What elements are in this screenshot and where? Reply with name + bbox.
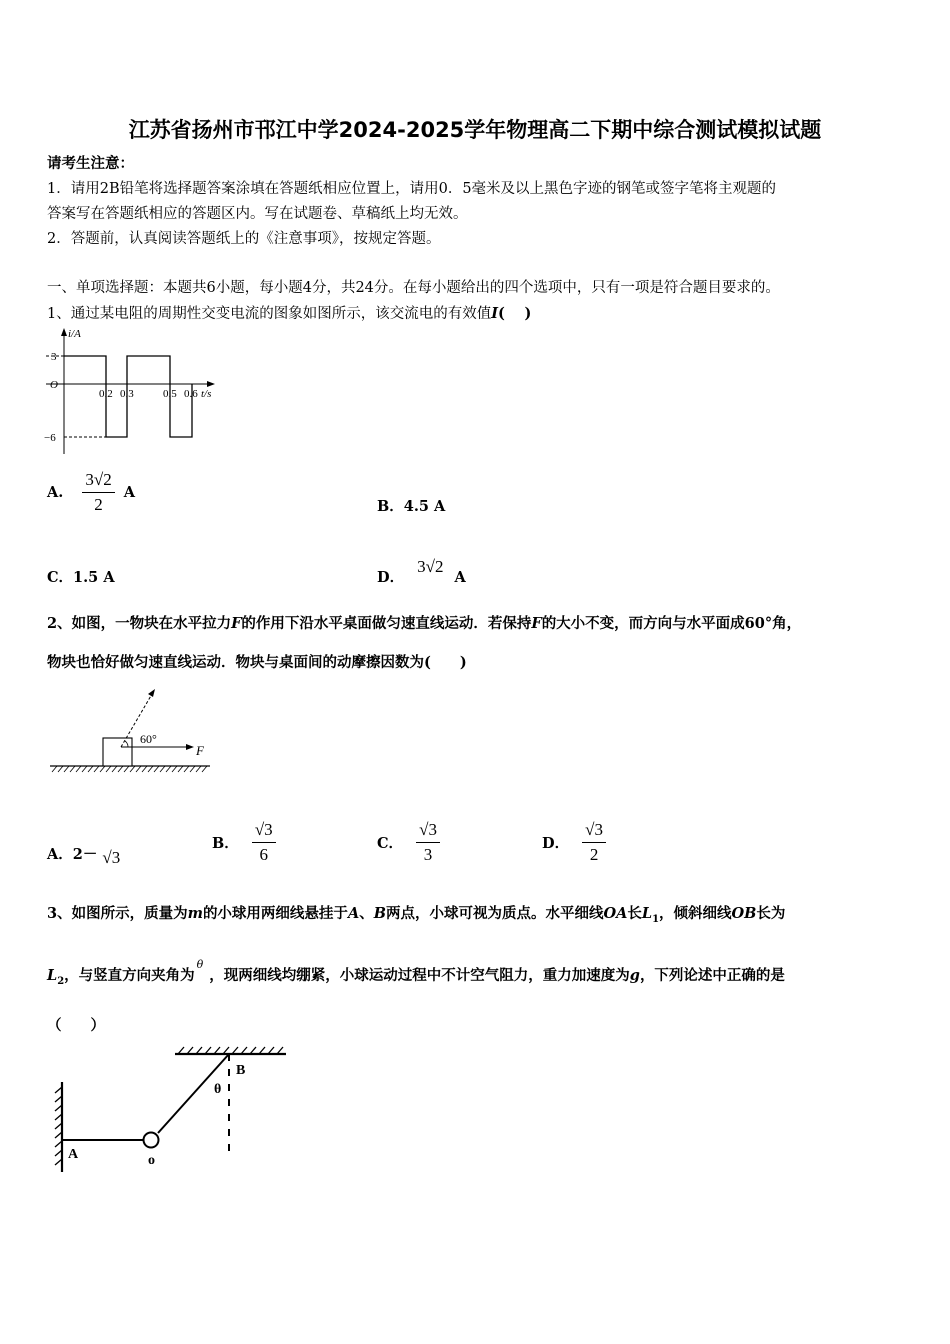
q3-var: L <box>641 905 653 922</box>
q1-option-d[interactable] <box>377 556 466 586</box>
q1-x-tick: 0.5 <box>163 388 177 400</box>
q3-text: ，现两细线均绷紧，小球运动过程中不计空气阻力，重力加速度为 <box>209 967 630 984</box>
q2-option-a-root: √3 <box>102 848 121 867</box>
q3-label-a: A <box>68 1147 79 1162</box>
q3-var: OA <box>603 905 628 922</box>
q3-ball <box>144 1133 159 1148</box>
q1-option-d-label: D． <box>377 569 405 586</box>
q3-var: m <box>187 905 203 922</box>
q1-stem-end: ( ) <box>498 305 532 322</box>
q1-option-d-value: 3√2 <box>417 557 444 576</box>
q1-current-graph <box>40 326 225 456</box>
q3-subscript: 1 <box>652 913 660 925</box>
q2-stem-line-2: 物块也恰好做匀速直线运动．物块与桌面间的动摩擦因数为( ) <box>47 654 467 671</box>
q2-angle-label: 60° <box>140 732 157 746</box>
notice-line-3: 2．答题前，认真阅读答题纸上的《注意事项》，按规定答题。 <box>47 231 441 247</box>
q2-ground-hatch <box>52 766 207 772</box>
q1-option-a-fraction <box>82 470 114 515</box>
q1-option-d-unit: A <box>454 569 466 586</box>
q2-option-a[interactable] <box>47 843 121 867</box>
q2-option-c-label: C． <box>377 835 404 852</box>
page-title: 江苏省扬州市邗江中学2024-2025学年物理高二下期中综合测试模拟试题 <box>128 118 822 142</box>
q2-option-a-label: A． <box>47 846 73 863</box>
notice-line-1: 1．请用2B铅笔将选择题答案涂填在答题纸相应位置上，请用0．5毫米及以上黑色字迹的钢笔或签字笔将主观题的 <box>47 181 777 197</box>
q1-y-label: i/A <box>68 328 81 340</box>
q1-y-tick: 3 <box>51 351 57 363</box>
q3-var: A <box>347 905 360 922</box>
q3-stem-line-1 <box>47 902 785 925</box>
q1-option-a-label: A. <box>47 484 64 501</box>
q2-option-d[interactable] <box>542 820 606 865</box>
q2-option-b-fraction <box>252 820 276 865</box>
q3-var: B <box>373 905 386 922</box>
q1-stem-text: 1、通过某电阻的周期性交变电流的图象如图所示，该交流电的有效值 <box>47 306 492 322</box>
q2-option-b-denominator: 6 <box>259 845 268 864</box>
q2-option-a-value: 2－ <box>72 846 98 863</box>
q2-option-b-numerator: √3 <box>252 820 276 843</box>
q3-text: 长 <box>627 905 642 922</box>
q3-text: 3、如图所示，质量为 <box>47 905 188 922</box>
q3-text: ，倾斜细线 <box>659 905 732 922</box>
q2-inclined-arrow <box>148 689 155 697</box>
q2-option-d-fraction <box>582 820 606 865</box>
q2-option-d-numerator: √3 <box>582 820 606 843</box>
q3-var: OB <box>731 905 757 922</box>
q2-option-d-denominator: 2 <box>589 845 599 864</box>
q2-option-c[interactable] <box>377 820 440 865</box>
q1-x-label: t/s <box>201 388 212 400</box>
q3-subscript: 2 <box>57 975 65 987</box>
q3-text: 长为 <box>756 905 786 922</box>
q3-label-theta: θ <box>214 1082 222 1097</box>
q2-text: 的作用下沿水平桌面做匀速直线运动．若保持 <box>241 615 532 632</box>
q3-var: g <box>629 967 640 984</box>
q2-var-f: F <box>531 615 542 632</box>
q1-option-a-unit: A <box>123 484 136 501</box>
q1-origin: O <box>50 379 58 391</box>
q2-option-c-numerator: √3 <box>416 820 440 843</box>
section-heading: 一、单项选择题：本题共6小题，每小题4分，共24分。在每小题给出的四个选项中，只有一项是符合题目要求的。 <box>47 280 780 296</box>
q3-text: 两点，小球可视为质点。水平细线 <box>385 905 604 922</box>
q3-label-o: o <box>148 1153 155 1168</box>
q2-block-figure <box>48 684 218 779</box>
q1-stem-var: I <box>491 305 499 322</box>
q3-var: L <box>47 967 58 984</box>
q1-stem <box>47 302 531 323</box>
q2-option-b[interactable] <box>212 820 276 865</box>
q3-text: ，下列论述中正确的是 <box>639 967 785 984</box>
q3-theta: θ <box>196 958 204 971</box>
q2-stem-line-1 <box>47 612 801 633</box>
q2-var-f: F <box>231 615 242 632</box>
q1-x-tick: 0.6 <box>184 388 198 400</box>
q1-x-tick: 0.2 <box>99 388 113 400</box>
q3-stem-line-2 <box>47 958 785 987</box>
q2-force-arrow <box>186 744 194 750</box>
q1-option-b[interactable]: B．4.5 A <box>377 498 446 515</box>
q3-label-b: B <box>236 1063 246 1078</box>
q2-force-label: F <box>196 743 204 758</box>
q1-x-tick: 0.3 <box>120 388 134 400</box>
q1-y-arrow <box>61 328 67 336</box>
q3-answer-bracket: （ ） <box>47 1017 105 1034</box>
q1-x-arrow <box>207 381 215 387</box>
q1-option-a-numerator: 3√2 <box>82 470 114 493</box>
notice-line-2: 答案写在答题纸相应的答题区内。写在试题卷、草稿纸上均无效。 <box>47 206 468 222</box>
q2-option-c-denominator: 3 <box>423 845 433 864</box>
q2-option-d-label: D． <box>542 835 570 852</box>
notice-heading: 请考生注意： <box>47 155 134 172</box>
q1-option-c[interactable]: C．1.5 A <box>47 569 115 586</box>
q2-option-c-fraction <box>416 820 440 865</box>
q3-pendulum-figure <box>50 1042 295 1177</box>
q2-text: 的大小不变，而方向与水平面成60°角， <box>541 615 802 632</box>
q1-option-a-denominator: 2 <box>94 495 103 514</box>
q3-text: 的小球用两细线悬挂于 <box>202 905 348 922</box>
q2-text: 2、如图，一物块在水平拉力 <box>47 615 232 632</box>
q3-text: ，与竖直方向夹角为 <box>64 967 195 984</box>
q1-y-tick: −6 <box>44 432 56 444</box>
q2-block <box>103 738 132 766</box>
q2-option-b-label: B． <box>212 835 239 852</box>
q3-text: 、 <box>359 905 374 922</box>
q1-option-a[interactable] <box>47 470 135 515</box>
